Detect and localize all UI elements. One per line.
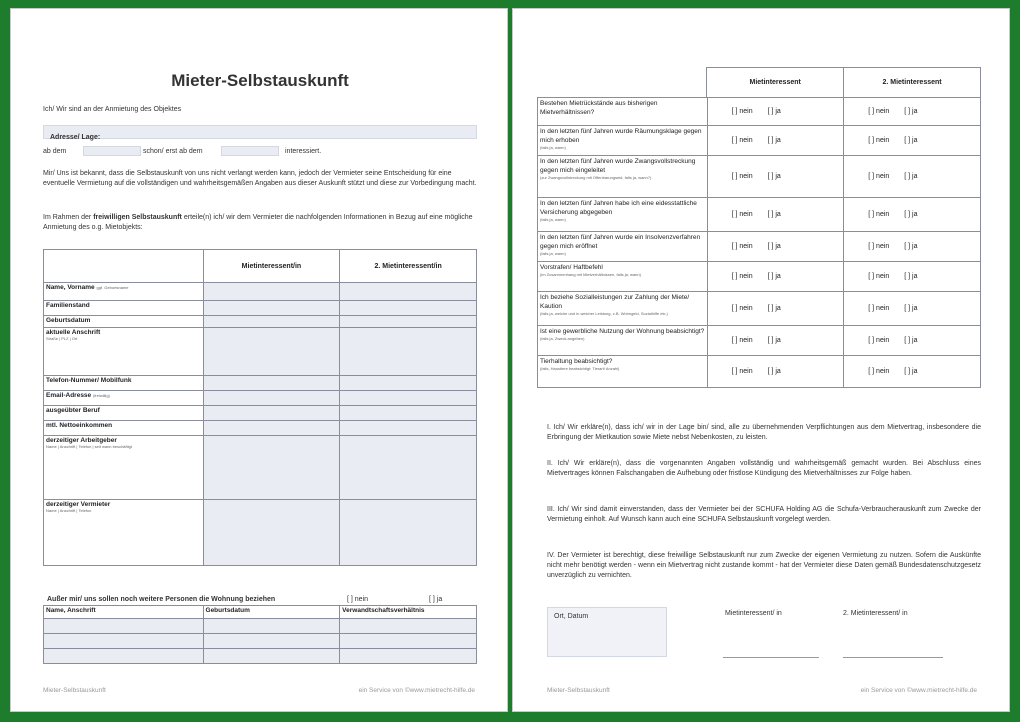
para-I: I. Ich/ Wir erkläre(n), dass ich/ wir in der Lage bin/ sind, alle zu übernehmenden Verpflichtungen aus dem Mietvertrag, insbesondere die Erbringung der Mietkaution sowie Miete nebst Nebenkosten, zu leisten. bbox=[547, 424, 981, 441]
yes-checkbox[interactable]: [ ] ja bbox=[767, 368, 781, 375]
job-field-2[interactable] bbox=[340, 406, 477, 421]
email-field-1[interactable] bbox=[203, 391, 340, 406]
yes-checkbox[interactable]: [ ] ja bbox=[904, 108, 918, 115]
table-row: Telefon-Nummer/ Mobilfunk bbox=[44, 376, 477, 391]
para-IV: IV. Der Vermieter ist berechtigt, diese freiwillige Selbstauskunft nur zum Zwecke der eigenen Vermietung zu nutzen. Sofern die Auskünfte nicht mehr benötigt werden - wenn ein Mietvertrag nicht zustande kommt - hat der Vermieter diese Daten gemäß Bundesdatenschutzgesetz unverzüglich zu vernichten. bbox=[547, 552, 981, 579]
col-birthdate: Geburtsdatum bbox=[203, 606, 340, 619]
no-checkbox[interactable]: [ ] nein bbox=[731, 337, 753, 344]
intro-text: Ich/ Wir sind an der Anmietung des Objektes bbox=[43, 106, 182, 113]
yes-checkbox[interactable]: [ ] ja bbox=[904, 273, 918, 280]
table-row: Name, Vorname ggf. Geburtsname bbox=[44, 283, 477, 301]
table-row: Geburtsdatum bbox=[44, 316, 477, 328]
footer-right: ein Service von ©www.mietrecht-hilfe.de bbox=[358, 687, 475, 694]
table-row bbox=[44, 649, 477, 664]
table-row: Ist eine gewerbliche Nutzung der Wohnung beabsichtigt? (falls ja, Zweck angeben) [ ] nein [ ] ja [ ] nein [ ] ja bbox=[538, 326, 981, 356]
signature-line-1[interactable] bbox=[723, 657, 819, 658]
no-checkbox[interactable]: [ ] nein bbox=[868, 173, 890, 180]
yes-checkbox[interactable]: [ ] ja bbox=[767, 211, 781, 218]
income-field-2[interactable] bbox=[340, 421, 477, 436]
yes-checkbox[interactable]: [ ] ja bbox=[904, 173, 918, 180]
phone-field-2[interactable] bbox=[340, 376, 477, 391]
table-row: In den letzten fünf Jahren habe ich eine eidesstattliche Versicherung abgegeben (falls ja, wann) [ ] nein [ ] ja [ ] nein [ ] ja bbox=[538, 198, 981, 232]
table-row: Vorstrafen/ Haftbefehl (im Zusammenhang mit Mietverhältnissen, falls ja, wann) [ ] nein [ ] ja [ ] nein [ ] ja bbox=[538, 262, 981, 292]
job-field-1[interactable] bbox=[203, 406, 340, 421]
table-row: derzeitiger Vermieter Name | Anschrift | Telefon bbox=[44, 500, 477, 566]
applicant-table bbox=[43, 249, 477, 566]
footer-left: Mieter-Selbstauskunft bbox=[43, 687, 106, 694]
earliest-date-field[interactable] bbox=[221, 146, 279, 156]
no-checkbox[interactable]: [ ] nein bbox=[868, 305, 890, 312]
no-checkbox[interactable]: [ ] nein bbox=[731, 137, 753, 144]
date-mid: schon/ erst ab dem bbox=[143, 148, 203, 155]
marital-field-2[interactable] bbox=[340, 301, 477, 316]
no-checkbox[interactable]: [ ] nein bbox=[731, 173, 753, 180]
page-left bbox=[10, 8, 508, 712]
table-row: Tierhaltung beabsichtigt? (falls, Haustiere beabsichtigt: Tierart/ Anzahl) [ ] nein [ ] ja [ ] nein [ ] ja bbox=[538, 356, 981, 388]
footer-right: ein Service von ©www.mietrecht-hilfe.de bbox=[860, 687, 977, 694]
yes-checkbox[interactable]: [ ] ja bbox=[904, 243, 918, 250]
yes-checkbox[interactable]: [ ] ja bbox=[767, 137, 781, 144]
yes-checkbox[interactable]: [ ] ja bbox=[767, 305, 781, 312]
yes-checkbox[interactable]: [ ] ja bbox=[767, 243, 781, 250]
phone-field-1[interactable] bbox=[203, 376, 340, 391]
table-row: In den letzten fünf Jahren wurde Räumungsklage gegen mich erhoben (falls ja, wann) [ ] nein [ ] ja [ ] nein [ ] ja bbox=[538, 126, 981, 156]
signature-label-1: Mietinteressent/ in bbox=[725, 610, 782, 617]
table-row: Familienstand bbox=[44, 301, 477, 316]
yes-checkbox[interactable]: [ ] ja bbox=[767, 337, 781, 344]
no-checkbox[interactable]: [ ] nein bbox=[731, 243, 753, 250]
questions-table bbox=[537, 67, 981, 98]
no-checkbox[interactable]: [ ] nein bbox=[868, 108, 890, 115]
persons-question: Außer mir/ uns sollen noch weitere Personen die Wohnung beziehen bbox=[47, 596, 276, 603]
yes-checkbox[interactable]: [ ] ja bbox=[767, 108, 781, 115]
place-date-field[interactable]: Ort, Datum bbox=[547, 607, 667, 657]
from-date-field[interactable] bbox=[83, 146, 141, 156]
disclaimer-paragraph: Mir/ Uns ist bekannt, dass die Selbstauskunft von uns nicht verlangt werden kann, jedoch der Vermieter seine Entscheidung für eine eventuelle Vermietung auf die vollständigen und wahrheitsgemäßen Angaben aus dieser Auskunft stützt und diese zur Vorbedingung macht. bbox=[43, 170, 477, 187]
address-field-1[interactable] bbox=[203, 328, 340, 376]
yes-checkbox[interactable]: [ ] ja bbox=[904, 137, 918, 144]
table-row: ausgeübter Beruf bbox=[44, 406, 477, 421]
info-paragraph: Im Rahmen der freiwilligen Selbstauskunft erteile(n) ich/ wir dem Vermieter die nachfolgenden Informationen in Bezug auf eine mögliche Anmietung des o.g. Mietobjekts: bbox=[43, 214, 473, 231]
persons-table bbox=[43, 605, 477, 664]
name-field-1[interactable] bbox=[203, 283, 340, 301]
address-field[interactable]: Adresse/ Lage: bbox=[43, 125, 477, 139]
table-row bbox=[44, 619, 477, 634]
birthdate-field-2[interactable] bbox=[340, 316, 477, 328]
col-applicant-2: 2. Mietinteressent bbox=[844, 68, 981, 98]
no-checkbox[interactable]: [ ] nein bbox=[868, 337, 890, 344]
para-III: III. Ich/ Wir sind damit einverstanden, dass der Vermieter bei der SCHUFA Holding AG die Schufa-Verbraucherauskunft zum Zwecke der Vermietung einholt. Auf Wunsch kann auch eine SCHUFA Selbstauskunft vorgelegt werden. bbox=[547, 506, 981, 523]
yes-checkbox[interactable]: [ ] ja bbox=[767, 173, 781, 180]
no-checkbox[interactable]: [ ] nein bbox=[868, 368, 890, 375]
footer-left: Mieter-Selbstauskunft bbox=[547, 687, 610, 694]
table-row bbox=[44, 634, 477, 649]
date-prefix: ab dem bbox=[43, 148, 67, 155]
date-suffix: interessiert. bbox=[285, 148, 322, 155]
no-checkbox[interactable]: [ ] nein bbox=[731, 273, 753, 280]
no-checkbox[interactable]: [ ] nein bbox=[868, 137, 890, 144]
no-checkbox[interactable]: [ ] nein bbox=[868, 243, 890, 250]
yes-checkbox[interactable]: [ ] ja bbox=[904, 305, 918, 312]
yes-checkbox[interactable]: [ ] ja bbox=[904, 368, 918, 375]
table-row: Email-Adresse (freiwillig) bbox=[44, 391, 477, 406]
table-row: mtl. Nettoeinkommen bbox=[44, 421, 477, 436]
no-checkbox[interactable]: [ ] nein bbox=[731, 108, 753, 115]
col-relationship: Verwandtschaftsverhältnis bbox=[340, 606, 477, 619]
employer-field-2[interactable] bbox=[340, 436, 477, 500]
persons-yes-checkbox[interactable]: [ ] ja bbox=[429, 596, 443, 603]
signature-line-2[interactable] bbox=[843, 657, 943, 658]
address-field-2[interactable] bbox=[340, 328, 477, 376]
table-row: derzeitiger Arbeitgeber Name | Anschrift | Telefon | seit wann beschäftigt bbox=[44, 436, 477, 500]
yes-checkbox[interactable]: [ ] ja bbox=[767, 273, 781, 280]
questions-body bbox=[537, 97, 981, 388]
name-field-2[interactable] bbox=[340, 283, 477, 301]
table-row: Ich beziehe Sozialleistungen zur Zahlung der Miete/ Kaution (falls ja, welche und in welcher Leistung, z.B. Wohngeld, Sozialhilfe etc.) [ ] nein [ ] ja [ ] nein [ ] ja bbox=[538, 292, 981, 326]
birthdate-field-1[interactable] bbox=[203, 316, 340, 328]
landlord-field-2[interactable] bbox=[340, 500, 477, 566]
col-applicant-1: Mietinteressent/in bbox=[203, 250, 340, 283]
email-field-2[interactable] bbox=[340, 391, 477, 406]
landlord-field-1[interactable] bbox=[203, 500, 340, 566]
col-applicant-2: 2. Mietinteressent/in bbox=[340, 250, 477, 283]
yes-checkbox[interactable]: [ ] ja bbox=[904, 337, 918, 344]
no-checkbox[interactable]: [ ] nein bbox=[868, 273, 890, 280]
yes-checkbox[interactable]: [ ] ja bbox=[904, 211, 918, 218]
para-II: II. Ich/ Wir erkläre(n), dass die vorgenannten Angaben vollständig und wahrheitsgemäß gemacht wurden. Bei Abschluss eines Mietvertrages können Falschangaben die Aufhebung oder fristlose Kündigung des Mietverhältnisses zur Folge haben. bbox=[547, 460, 981, 477]
signature-label-2: 2. Mietinteressent/ in bbox=[843, 610, 908, 617]
table-row: In den letzten fünf Jahren wurde Zwangsvollstreckung gegen mich eingeleitet (zur Zwangsvollstreckung mit Offenbarungseid, falls ja, wann?) [ ] nein [ ] ja [ ] nein [ ] ja bbox=[538, 156, 981, 198]
page-title: Mieter-Selbstauskunft bbox=[171, 71, 349, 90]
employer-field-1[interactable] bbox=[203, 436, 340, 500]
page-right bbox=[512, 8, 1010, 712]
table-row: aktuelle Anschrift Straße | PLZ | Ort bbox=[44, 328, 477, 376]
col-applicant-1: Mietinteressent bbox=[707, 68, 844, 98]
no-checkbox[interactable]: [ ] nein bbox=[731, 211, 753, 218]
marital-field-1[interactable] bbox=[203, 301, 340, 316]
no-checkbox[interactable]: [ ] nein bbox=[731, 368, 753, 375]
no-checkbox[interactable]: [ ] nein bbox=[868, 211, 890, 218]
col-name-address: Name, Anschrift bbox=[44, 606, 204, 619]
table-row: Bestehen Mietrückstände aus bisherigen Mietverhältnissen? [ ] nein [ ] ja [ ] nein [ ] ja bbox=[538, 98, 981, 126]
income-field-1[interactable] bbox=[203, 421, 340, 436]
no-checkbox[interactable]: [ ] nein bbox=[731, 305, 753, 312]
persons-no-checkbox[interactable]: [ ] nein bbox=[347, 596, 369, 603]
table-row: In den letzten fünf Jahren wurde ein Insolvenzverfahren gegen mich eröffnet (falls ja, wann) [ ] nein [ ] ja [ ] nein [ ] ja bbox=[538, 232, 981, 262]
